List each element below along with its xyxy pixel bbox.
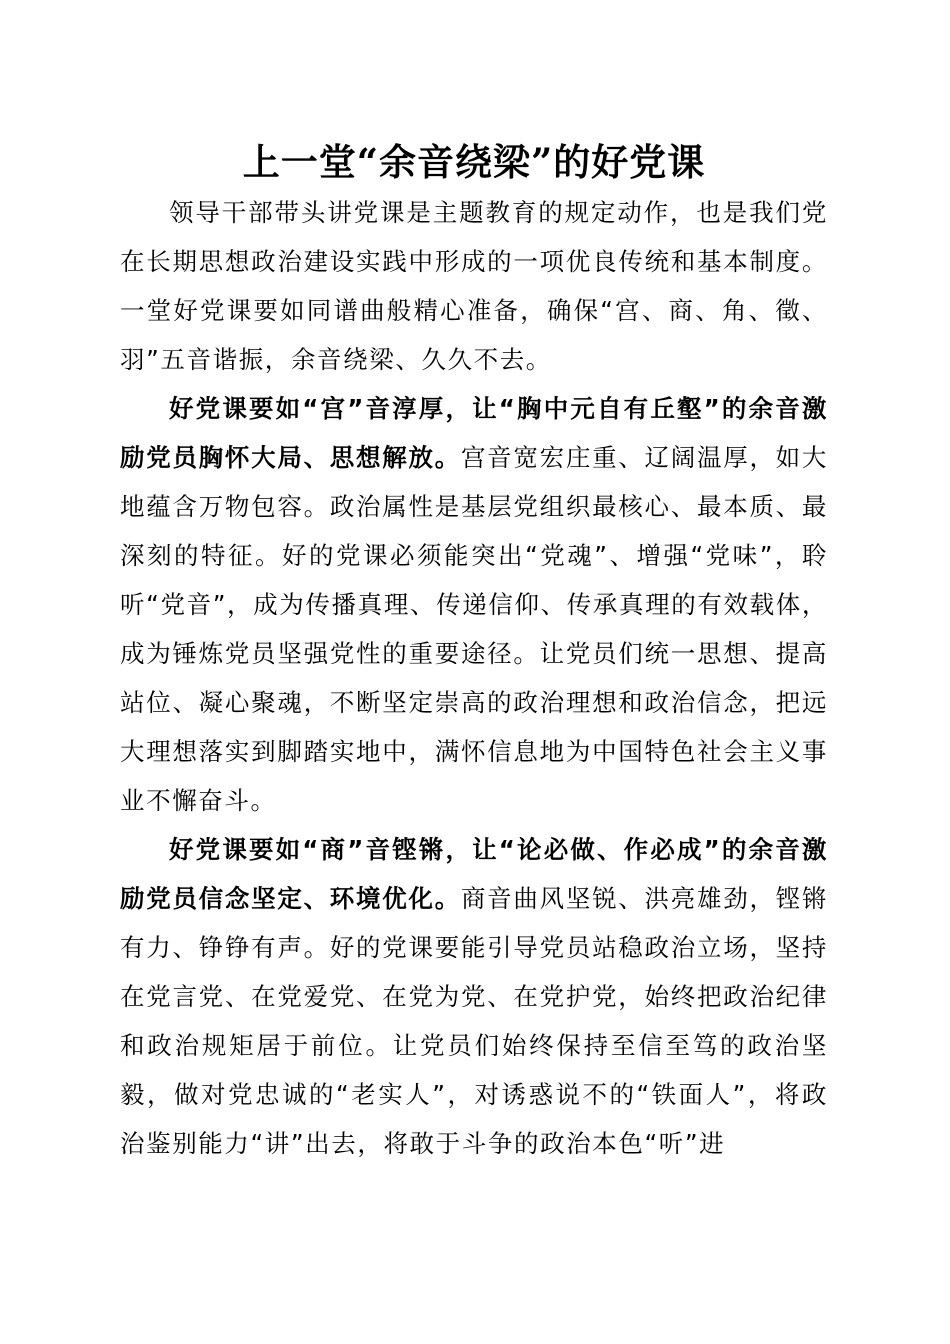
paragraph-shang-lead: 好党课要如“商”音铿锵，让“论必做、作必成”的余音激励党员信念坚定、环境优化。 [120, 835, 828, 913]
paragraph-gong-body: 宫音宽宏庄重、辽阔温厚，如大地蕴含万物包容。政治属性是基层党组织最核心、最本质、最深刻的特征。好的党课必须能突出“党魂”、增强“党味”，聆听“党音”，成为传播真理、传递信仰、传承真理的有效载体，成为锤炼党员坚强党性的重要途径。让党员们统一思想、提高站位、凝心聚魂，不断坚定崇高的政治理想和政治信念，把远大理想落实到脚踏实地中，满怀信息地为中国特色社会主义事业不懈奋斗。 [120, 443, 828, 815]
paragraph-shang-body: 商音曲风坚锐、洪亮雄劲，铿锵有力、铮铮有声。好的党课要能引导党员站稳政治立场，坚持在党言党、在党爱党、在党为党、在党护党，始终把政治纪律和政治规矩居于前位。让党员们始终保持至信至笃的政治坚毅，做对党忠诚的“老实人”，对诱惑说不的“铁面人”，将政治鉴别能力“讲”出去，将敢于斗争的政治本色“听”进 [120, 884, 828, 1158]
paragraph-gong [120, 384, 828, 825]
paragraph-gong-lead: 好党课要如“宫”音淳厚，让“胸中元自有丘壑”的余音激励党员胸怀大局、思想解放。 [120, 394, 828, 472]
paragraph-intro-body: 领导干部带头讲党课是主题教育的规定动作，也是我们党在长期思想政治建设实践中形成的一项优良传统和基本制度。一堂好党课要如同谱曲般精心准备，确保“宫、商、角、徵、羽”五音谐振，余音绕梁、久久不去。 [120, 198, 828, 374]
document-title: 上一堂“余音绕梁”的好党课 [242, 140, 706, 184]
document-page [120, 136, 828, 1168]
paragraph-intro [120, 188, 828, 384]
paragraph-shang [120, 825, 828, 1168]
